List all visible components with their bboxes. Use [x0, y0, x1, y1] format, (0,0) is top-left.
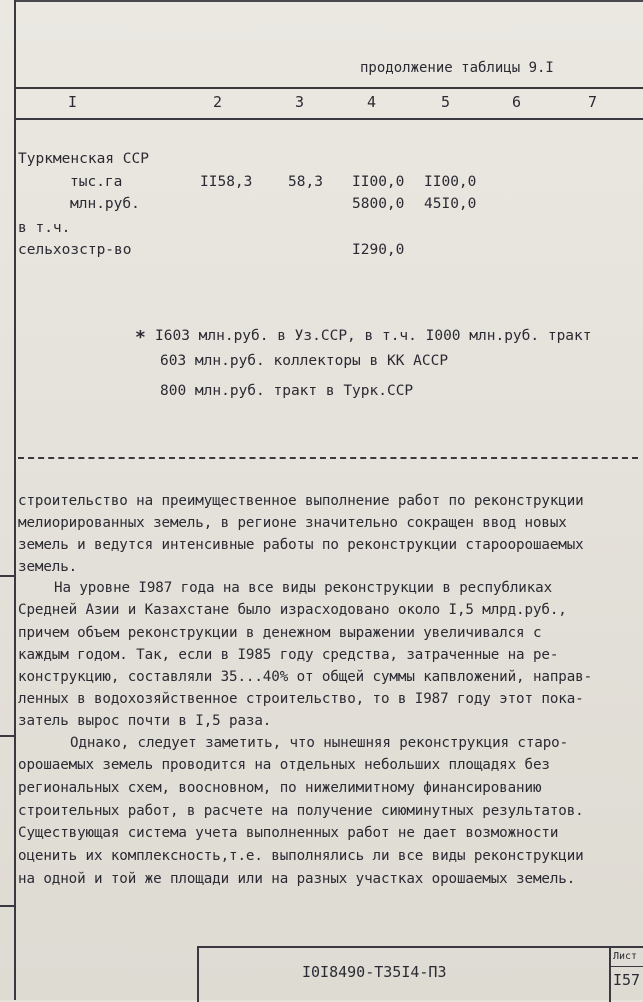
table-cell: 45I0,0 — [424, 196, 477, 212]
table-cell: II00,0 — [352, 174, 405, 190]
footnote-line: 603 млн.руб. коллекторы в КК АССР — [160, 353, 449, 369]
margin-tick — [0, 575, 14, 577]
table-caption: продолжение таблицы 9.I — [360, 60, 554, 76]
body-text-line: Средней Азии и Казахстане было израсходовано около I,5 млрд.руб., — [18, 602, 567, 618]
footnote-marker: * — [135, 327, 146, 348]
body-text-line: на одной и той же площади или на разных участках орошаемых земель. — [18, 871, 576, 887]
document-code: I0I8490-Т35I4-П3 — [302, 963, 447, 981]
body-text-line: орошаемых земель проводится на отдельных небольших площадях без — [18, 757, 550, 773]
body-text-line: На уровне I987 года на все виды реконструкции в республиках — [54, 580, 553, 596]
body-text-line: земель. — [18, 559, 78, 575]
stamp-divider — [609, 948, 611, 1002]
body-text-line: земель и ведутся интенсивные работы по реконструкции староорошаемых — [18, 537, 584, 553]
body-text-line: мелиорированных земель, в регионе значительно сокращен ввод новых — [18, 515, 567, 531]
margin-tick — [0, 905, 14, 907]
body-text-line: строительство на преимущественное выполнение работ по реконструкции — [18, 493, 584, 509]
footnote-line: 800 млн.руб. тракт в Турк.ССР — [160, 383, 414, 399]
column-header: 7 — [588, 93, 598, 111]
table-cell: тыс.га — [70, 174, 123, 190]
table-cell: Туркменская ССР — [18, 151, 149, 167]
column-header: 3 — [295, 93, 305, 111]
table-cell: млн.руб. — [70, 196, 140, 212]
stamp-divider — [609, 966, 643, 967]
body-text-line: Однако, следует заметить, что нынешняя реконструкция старо- — [70, 735, 569, 751]
body-text-line: причем объем реконструкции в денежном выражении увеличивался с — [18, 625, 542, 641]
table-header-top-rule — [14, 87, 643, 89]
column-header: 4 — [367, 93, 377, 111]
table-cell: в т.ч. — [18, 220, 71, 236]
body-text-line: Существующая система учета выполненных работ не дает возможности — [18, 825, 559, 841]
body-text-line: каждым годом. Так, если в I985 году средства, затраченные на ре- — [18, 647, 559, 663]
table-cell: 5800,0 — [352, 196, 405, 212]
frame-left-line — [14, 0, 16, 1000]
margin-tick — [0, 735, 14, 737]
body-text-line: ленных в водохозяйственное строительство, то в I987 году этот пока- — [18, 691, 584, 707]
title-block-stamp — [197, 946, 643, 1002]
table-cell: II00,0 — [424, 174, 477, 190]
footnote-line: I603 млн.руб. в Уз.ССР, в т.ч. I000 млн.руб. тракт — [155, 328, 592, 344]
column-header: 6 — [512, 93, 522, 111]
table-end-dashed-rule — [18, 457, 638, 459]
table-header-bottom-rule — [14, 118, 643, 120]
sheet-label: Лист — [613, 951, 638, 962]
frame-top-line — [14, 0, 643, 2]
body-text-line: затель вырос почти в I,5 раза. — [18, 713, 272, 729]
body-text-line: региональных схем, воосновном, по нижелимитному финансированию — [18, 780, 542, 796]
body-text-line: конструкцию, составляли 35...40% от общей суммы капвложений, направ- — [18, 669, 593, 685]
column-header: 2 — [213, 93, 223, 111]
table-cell: сельхозстр-во — [18, 242, 132, 258]
column-header: I — [68, 93, 78, 111]
table-cell: II58,3 — [200, 174, 253, 190]
column-header: 5 — [441, 93, 451, 111]
body-text-line: строительных работ, в расчете на получение сиюминутных результатов. — [18, 803, 584, 819]
table-cell: 58,3 — [288, 174, 323, 190]
sheet-number: I57 — [613, 971, 641, 989]
table-cell: I290,0 — [352, 242, 405, 258]
body-text-line: оценить их комплексность,т.е. выполнялись ли все виды реконструкции — [18, 848, 584, 864]
